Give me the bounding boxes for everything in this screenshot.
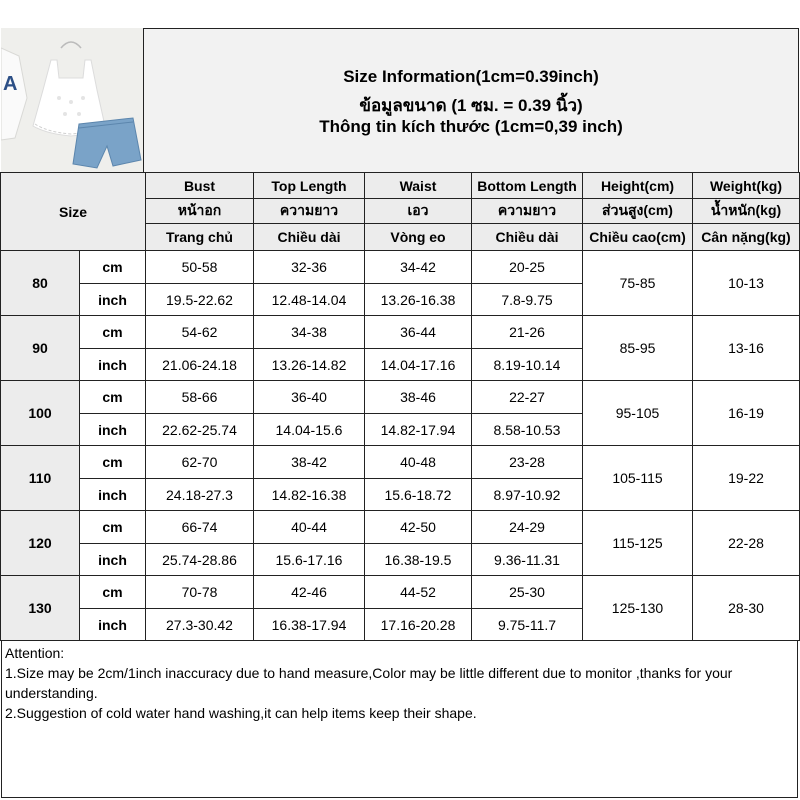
waist-cm: 42-50 <box>365 511 472 544</box>
top-length-inch: 14.82-16.38 <box>254 479 365 511</box>
table-row <box>1 381 800 414</box>
size-label: 90 <box>1 316 80 381</box>
unit-inch: inch <box>80 349 146 381</box>
col-bottom-length-vi: Chiều dài <box>472 224 583 251</box>
top-length-inch: 16.38-17.94 <box>254 609 365 641</box>
size-information-header <box>144 28 799 174</box>
waist-inch: 17.16-20.28 <box>365 609 472 641</box>
bottom-length-cm: 23-28 <box>472 446 583 479</box>
waist-cm: 36-44 <box>365 316 472 349</box>
size-label: 110 <box>1 446 80 511</box>
height-range: 85-95 <box>583 316 693 381</box>
bottom-length-cm: 20-25 <box>472 251 583 284</box>
table-row <box>1 576 800 609</box>
top-length-inch: 15.6-17.16 <box>254 544 365 576</box>
attention-title: Attention: <box>5 645 65 661</box>
unit-cm: cm <box>80 511 146 544</box>
unit-inch: inch <box>80 609 146 641</box>
waist-cm: 40-48 <box>365 446 472 479</box>
header-row-english <box>1 173 800 199</box>
bottom-length-inch: 9.36-11.31 <box>472 544 583 576</box>
table-row <box>1 446 800 479</box>
size-table <box>0 172 800 641</box>
size-label: 120 <box>1 511 80 576</box>
top-length-cm: 42-46 <box>254 576 365 609</box>
bottom-length-inch: 9.75-11.7 <box>472 609 583 641</box>
top-length-cm: 36-40 <box>254 381 365 414</box>
waist-inch: 14.04-17.16 <box>365 349 472 381</box>
col-top-length-vi: Chiều dài <box>254 224 365 251</box>
weight-range: 16-19 <box>693 381 800 446</box>
product-photo-icon <box>1 28 143 172</box>
weight-range: 22-28 <box>693 511 800 576</box>
table-row <box>1 251 800 284</box>
attention-note-2: 2.Suggestion of cold water hand washing,it can help items keep their shape. <box>5 705 477 721</box>
header-line-english: Size Information(1cm=0.39inch) <box>343 67 599 86</box>
bust-cm: 62-70 <box>146 446 254 479</box>
bust-inch: 21.06-24.18 <box>146 349 254 381</box>
col-bust-th: หน้าอก <box>146 199 254 224</box>
col-bottom-length-en: Bottom Length <box>472 173 583 199</box>
size-label: 100 <box>1 381 80 446</box>
unit-inch: inch <box>80 414 146 446</box>
bust-inch: 24.18-27.3 <box>146 479 254 511</box>
bottom-length-cm: 22-27 <box>472 381 583 414</box>
waist-inch: 16.38-19.5 <box>365 544 472 576</box>
bust-cm: 70-78 <box>146 576 254 609</box>
col-waist-th: เอว <box>365 199 472 224</box>
col-bust-en: Bust <box>146 173 254 199</box>
unit-cm: cm <box>80 576 146 609</box>
top-length-cm: 40-44 <box>254 511 365 544</box>
weight-range: 28-30 <box>693 576 800 641</box>
col-weight-vi: Cân nặng(kg) <box>693 224 800 251</box>
attention-notes <box>1 641 798 798</box>
bottom-length-cm: 21-26 <box>472 316 583 349</box>
bust-cm: 50-58 <box>146 251 254 284</box>
col-weight-th: น้ำหนัก(kg) <box>693 199 800 224</box>
waist-inch: 13.26-16.38 <box>365 284 472 316</box>
bottom-length-inch: 8.97-10.92 <box>472 479 583 511</box>
unit-cm: cm <box>80 316 146 349</box>
size-label: 130 <box>1 576 80 641</box>
photo-letter: A <box>3 73 18 95</box>
bottom-length-inch: 7.8-9.75 <box>472 284 583 316</box>
top-length-inch: 14.04-15.6 <box>254 414 365 446</box>
unit-inch: inch <box>80 479 146 511</box>
col-top-length-th: ความยาว <box>254 199 365 224</box>
header-line-vietnamese: Thông tin kích thước (1cm=0,39 inch) <box>319 117 623 136</box>
weight-range: 13-16 <box>693 316 800 381</box>
height-range: 105-115 <box>583 446 693 511</box>
weight-range: 10-13 <box>693 251 800 316</box>
bust-inch: 19.5-22.62 <box>146 284 254 316</box>
unit-cm: cm <box>80 446 146 479</box>
col-weight-en: Weight(kg) <box>693 173 800 199</box>
col-height-vi: Chiều cao(cm) <box>583 224 693 251</box>
top-length-cm: 38-42 <box>254 446 365 479</box>
product-photo <box>1 28 144 172</box>
waist-cm: 34-42 <box>365 251 472 284</box>
top-length-inch: 13.26-14.82 <box>254 349 365 381</box>
bust-inch: 27.3-30.42 <box>146 609 254 641</box>
col-height-th: ส่วนสูง(cm) <box>583 199 693 224</box>
height-range: 115-125 <box>583 511 693 576</box>
unit-inch: inch <box>80 284 146 316</box>
waist-inch: 15.6-18.72 <box>365 479 472 511</box>
waist-inch: 14.82-17.94 <box>365 414 472 446</box>
unit-cm: cm <box>80 251 146 284</box>
unit-cm: cm <box>80 381 146 414</box>
unit-inch: inch <box>80 544 146 576</box>
bust-cm: 58-66 <box>146 381 254 414</box>
top-length-cm: 32-36 <box>254 251 365 284</box>
size-column-title: Size <box>1 173 146 251</box>
height-range: 125-130 <box>583 576 693 641</box>
bottom-length-inch: 8.58-10.53 <box>472 414 583 446</box>
top-length-inch: 12.48-14.04 <box>254 284 365 316</box>
bust-cm: 54-62 <box>146 316 254 349</box>
bottom-length-cm: 25-30 <box>472 576 583 609</box>
bust-cm: 66-74 <box>146 511 254 544</box>
bust-inch: 22.62-25.74 <box>146 414 254 446</box>
table-row <box>1 511 800 544</box>
attention-note-1: 1.Size may be 2cm/1inch inaccuracy due to hand measure,Color may be little different due to monitor ,thanks for your understanding. <box>5 665 733 701</box>
table-row <box>1 316 800 349</box>
col-height-en: Height(cm) <box>583 173 693 199</box>
header-line-thai: ข้อมูลขนาด (1 ซม. = 0.39 นิ้ว) <box>359 96 583 115</box>
height-range: 95-105 <box>583 381 693 446</box>
col-bust-vi: Trang chủ <box>146 224 254 251</box>
height-range: 75-85 <box>583 251 693 316</box>
col-bottom-length-th: ความยาว <box>472 199 583 224</box>
col-top-length-en: Top Length <box>254 173 365 199</box>
size-label: 80 <box>1 251 80 316</box>
col-waist-en: Waist <box>365 173 472 199</box>
waist-cm: 44-52 <box>365 576 472 609</box>
bust-inch: 25.74-28.86 <box>146 544 254 576</box>
col-waist-vi: Vòng eo <box>365 224 472 251</box>
waist-cm: 38-46 <box>365 381 472 414</box>
bottom-length-inch: 8.19-10.14 <box>472 349 583 381</box>
bottom-length-cm: 24-29 <box>472 511 583 544</box>
top-length-cm: 34-38 <box>254 316 365 349</box>
weight-range: 19-22 <box>693 446 800 511</box>
